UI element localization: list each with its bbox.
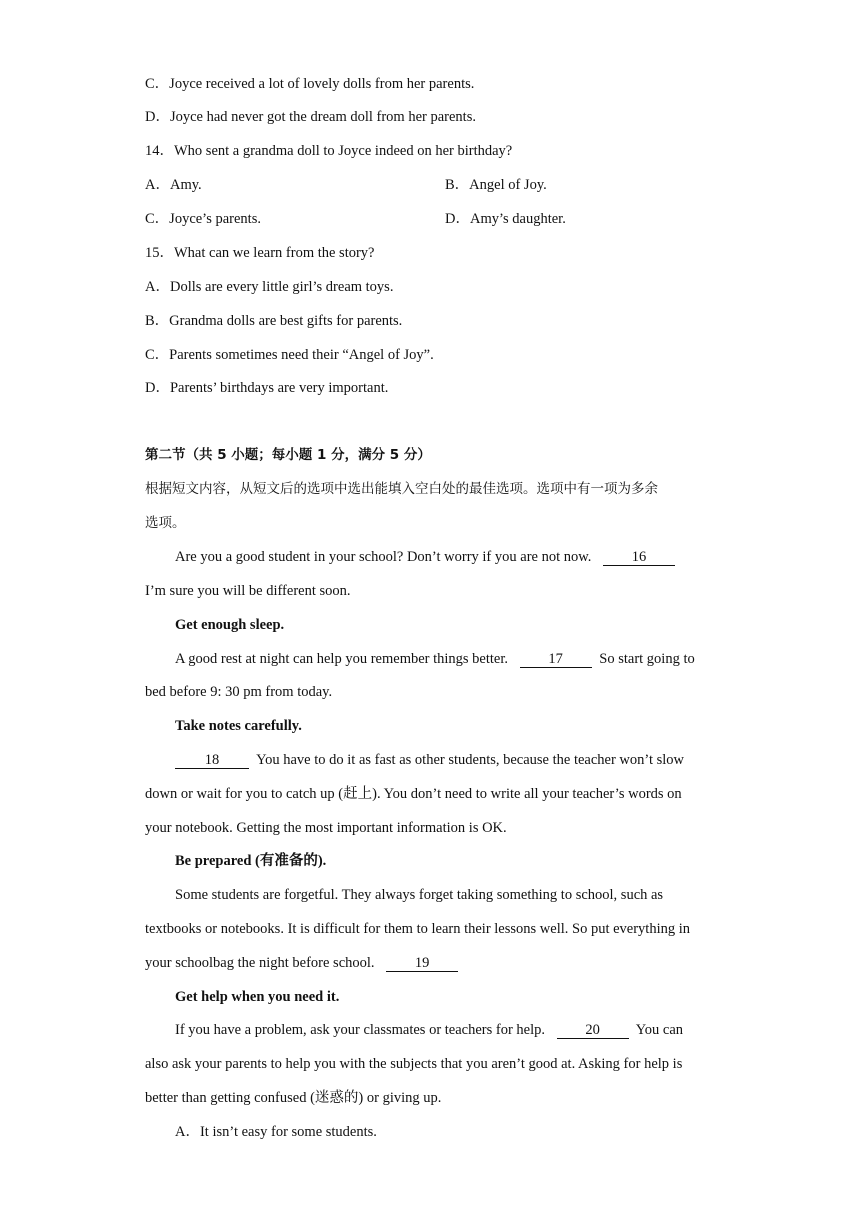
paragraph-5-line1: [175, 1021, 683, 1039]
subheading-help: Get help when you need it.: [175, 989, 340, 1005]
paragraph-3-line2: down or wait for you to catch up (赶上). You don’t need to write all your teacher’s words on: [145, 786, 682, 802]
paragraph-3-after: You have to do it as fast as other students, because the teacher won’t slow: [256, 752, 685, 768]
q14-option-d: D．Amy’s daughter.: [445, 211, 566, 227]
q15-option-d: D．Parents’ birthdays are very important.: [145, 380, 389, 396]
q14-stem: 14．Who sent a grandma doll to Joyce indeed on her birthday?: [145, 143, 513, 159]
subheading-prepared: Be prepared (有准备的).: [175, 853, 327, 869]
paragraph-3-line1: [175, 751, 684, 769]
q15-option-a: A．Dolls are every little girl’s dream toys.: [145, 279, 394, 295]
blank-19[interactable]: 19: [386, 956, 458, 972]
paragraph-3-line3: your notebook. Getting the most important information is OK.: [145, 820, 507, 836]
q14-option-b: B．Angel of Joy.: [445, 177, 547, 193]
paragraph-4-line2: textbooks or notebooks. It is difficult for them to learn their lessons well. So put everything in: [145, 921, 691, 937]
blank-20[interactable]: 20: [557, 1023, 629, 1039]
paragraph-2-line1: [175, 650, 695, 668]
paragraph-5-line3: better than getting confused (迷惑的) or giving up.: [145, 1090, 442, 1106]
blank-16[interactable]: 16: [603, 550, 675, 566]
paragraph-5-text: If you have a problem, ask your classmates or teachers for help.: [175, 1022, 546, 1038]
blank-18[interactable]: 18: [175, 753, 249, 769]
paragraph-1-line1: [175, 548, 679, 566]
paragraph-5-after: You can: [635, 1022, 684, 1038]
paragraph-2-line2: bed before 9: 30 pm from today.: [145, 684, 333, 700]
q15-option-b: B．Grandma dolls are best gifts for parents.: [145, 313, 403, 329]
paragraph-1-text: Are you a good student in your school? Don’t worry if you are not now.: [175, 549, 592, 565]
q15-stem: 15．What can we learn from the story?: [145, 245, 375, 261]
q14-option-a: A．Amy.: [145, 177, 202, 193]
q13-option-c: C．Joyce received a lot of lovely dolls from her parents.: [145, 76, 475, 92]
paragraph-2-after: So start going to: [599, 651, 695, 667]
paragraph-2-text: A good rest at night can help you remember things better.: [175, 651, 509, 667]
paragraph-4-line1: Some students are forgetful. They always forget taking something to school, such as: [175, 887, 664, 903]
subheading-sleep: Get enough sleep.: [175, 617, 285, 633]
paragraph-4-line3: [145, 954, 462, 972]
answer-option-a: A．It isn’t easy for some students.: [175, 1124, 377, 1140]
section-instruction-line1: 根据短文内容，从短文后的选项中选出能填入空白处的最佳选项。选项中有一项为多余: [145, 481, 658, 497]
blank-17[interactable]: 17: [520, 652, 592, 668]
paragraph-1-line2: I’m sure you will be different soon.: [145, 583, 351, 599]
q15-option-c: C．Parents sometimes need their “Angel of Joy”.: [145, 347, 434, 363]
section-heading: 第二节（共 5 小题；每小题 1 分，满分 5 分）: [145, 447, 431, 463]
paragraph-5-line2: also ask your parents to help you with the subjects that you aren’t good at. Asking for help is: [145, 1056, 683, 1072]
paragraph-4-text: your schoolbag the night before school.: [145, 955, 375, 971]
section-instruction-line2: 选项。: [145, 515, 186, 531]
q14-option-c: C．Joyce’s parents.: [145, 211, 261, 227]
subheading-notes: Take notes carefully.: [175, 718, 302, 734]
q13-option-d: D．Joyce had never got the dream doll from her parents.: [145, 109, 476, 125]
